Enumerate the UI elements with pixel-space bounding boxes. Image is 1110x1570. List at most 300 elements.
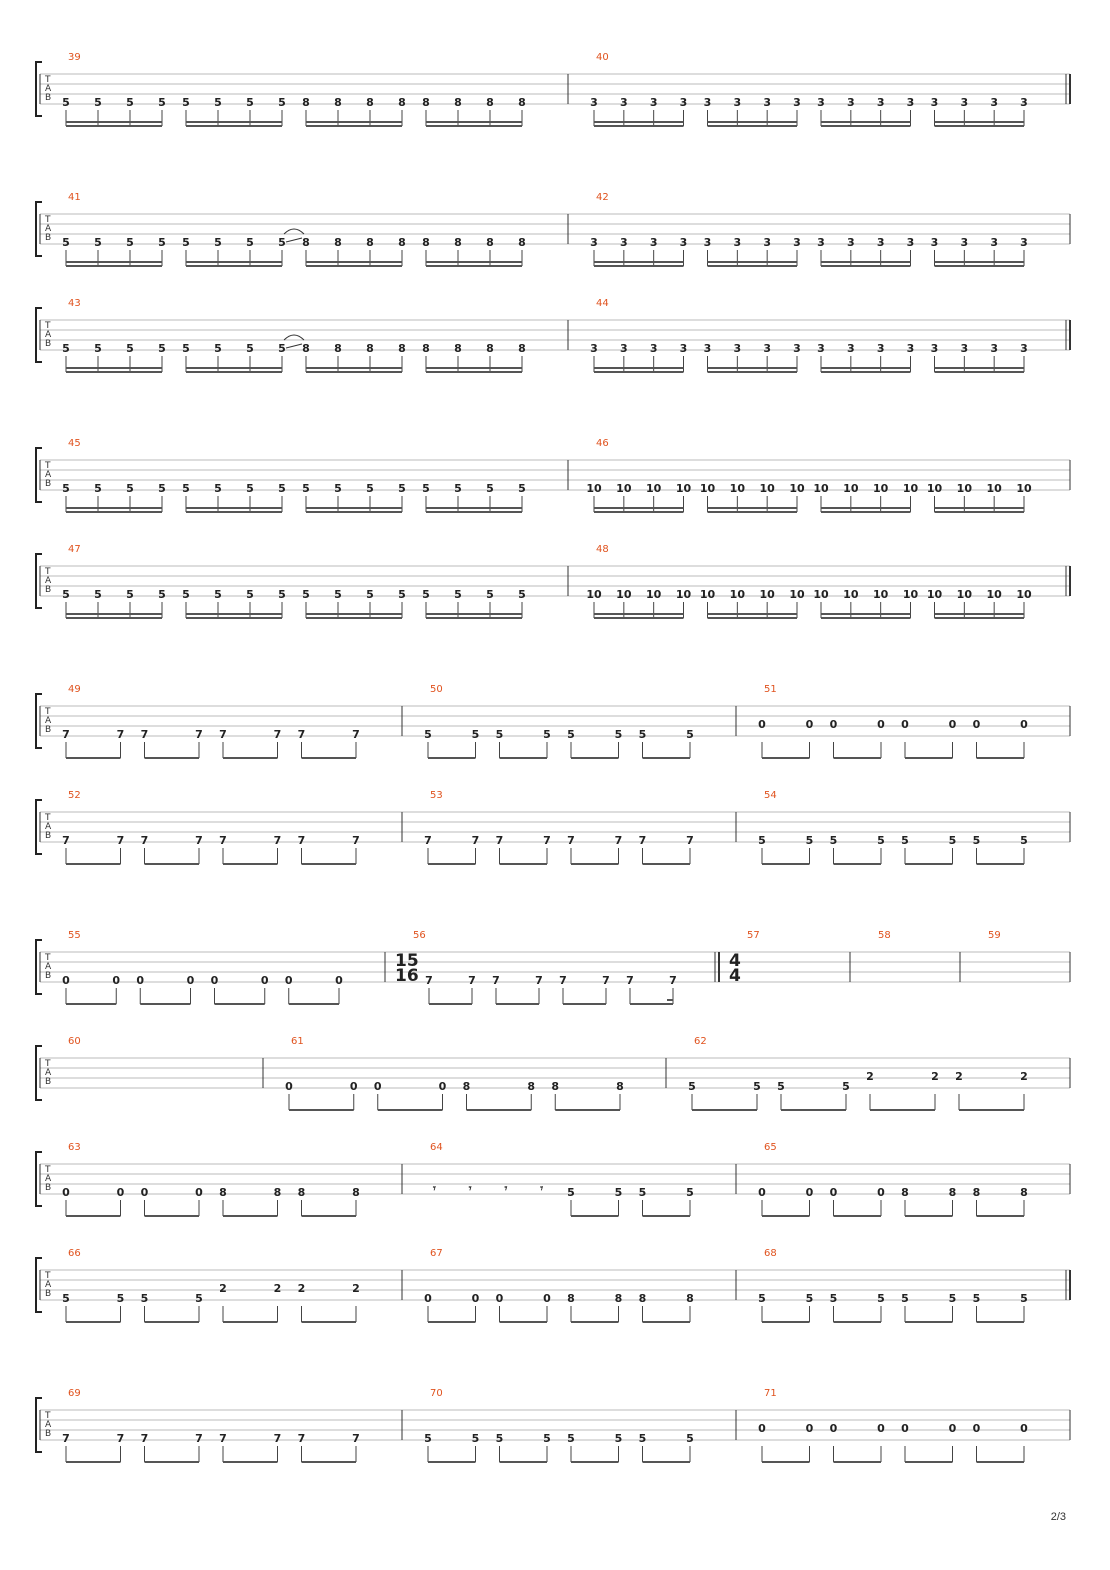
fret-number: 7 [62, 834, 70, 847]
system-bracket [36, 940, 42, 994]
tab-clef-letter: B [45, 1077, 52, 1087]
fret-number: 0 [543, 1292, 551, 1305]
fret-number: 7 [495, 834, 504, 847]
fret-number: 5 [424, 1432, 432, 1445]
fret-number: 3 [847, 96, 855, 109]
tab-system [36, 1388, 1070, 1462]
fret-number: 8 [518, 96, 526, 109]
fret-number: 8 [567, 1292, 575, 1305]
fret-number: 5 [278, 96, 286, 109]
fret-number: 10 [616, 482, 632, 495]
fret-number: 5 [278, 482, 286, 495]
fret-number: 10 [926, 482, 943, 495]
fret-number: 5 [94, 342, 102, 355]
fret-number: 5 [1020, 1292, 1028, 1305]
fret-number: 5 [486, 588, 494, 601]
fret-number: 3 [930, 342, 939, 355]
fret-number: 0 [349, 1080, 358, 1093]
fret-number: 5 [777, 1080, 785, 1093]
fret-number: 10 [902, 588, 919, 601]
tab-clef-letter: T [45, 707, 51, 717]
time-signature-bottom: 4 [729, 966, 741, 986]
fret-number: 7 [424, 834, 432, 847]
fret-number: 5 [278, 342, 286, 355]
fret-number: 5 [471, 728, 480, 741]
fret-number: 5 [62, 96, 70, 109]
tab-clef-letter: T [45, 1059, 51, 1069]
tab-clef-letter: B [45, 971, 52, 981]
fret-number: 0 [1020, 718, 1028, 731]
fret-number: 0 [877, 1422, 885, 1435]
tab-clef-letter: B [45, 1429, 52, 1439]
fret-number: 10 [873, 588, 889, 601]
measure-number: 56 [413, 930, 426, 941]
tab-system [36, 1248, 1070, 1322]
fret-number: 7 [140, 834, 149, 847]
fret-number: 8 [422, 236, 430, 249]
fret-number: 8 [901, 1186, 909, 1199]
fret-number: 5 [877, 1292, 885, 1305]
fret-number: 7 [273, 834, 282, 847]
slide-mark [286, 344, 302, 348]
fret-number: 3 [817, 342, 825, 355]
fret-number: 8 [551, 1080, 560, 1093]
fret-number: 3 [906, 236, 915, 249]
fret-number: 8 [334, 342, 342, 355]
tab-clef-letter: T [45, 1411, 51, 1421]
tab-system [36, 544, 1070, 618]
fret-number: 5 [686, 1432, 694, 1445]
tab-clef-letter: A [45, 224, 52, 234]
fret-number: 5 [246, 588, 254, 601]
time-signature-bottom: 16 [395, 966, 419, 986]
fret-number: 3 [649, 96, 658, 109]
fret-number: 0 [877, 1186, 885, 1199]
fret-number: 5 [829, 1292, 838, 1305]
fret-number: 5 [366, 482, 374, 495]
fret-number: 8 [398, 342, 406, 355]
tab-clef-letter: T [45, 321, 51, 331]
tab-clef-letter: T [45, 461, 51, 471]
fret-number: 3 [793, 236, 801, 249]
tab-clef-letter: A [45, 716, 52, 726]
measure-number: 40 [596, 52, 609, 63]
fret-number: 2 [297, 1282, 306, 1295]
fret-number: 0 [210, 974, 219, 987]
fret-number: 7 [140, 1432, 149, 1445]
fret-number: 5 [302, 588, 310, 601]
eighth-rest: 𝄾 [540, 1182, 544, 1195]
fret-number: 0 [972, 718, 981, 731]
fret-number: 5 [972, 1292, 981, 1305]
fret-number: 7 [559, 974, 567, 987]
fret-number: 5 [158, 342, 166, 355]
fret-number: 5 [518, 482, 526, 495]
measure-number: 55 [68, 930, 81, 941]
fret-number: 5 [686, 728, 694, 741]
fret-number: 7 [219, 1432, 227, 1445]
fret-number: 5 [62, 588, 70, 601]
fret-number: 5 [62, 236, 70, 249]
fret-number: 0 [829, 1422, 838, 1435]
fret-number: 3 [679, 342, 688, 355]
fret-number: 5 [182, 96, 190, 109]
fret-number: 5 [948, 1292, 957, 1305]
fret-number: 3 [960, 96, 969, 109]
fret-number: 10 [759, 588, 775, 601]
fret-number: 8 [302, 236, 310, 249]
system-bracket [36, 448, 42, 502]
fret-number: 5 [182, 236, 190, 249]
fret-number: 3 [960, 342, 969, 355]
fret-number: 2 [273, 1282, 282, 1295]
measure-number: 67 [430, 1248, 443, 1259]
fret-number: 3 [620, 96, 628, 109]
fret-number: 5 [214, 96, 222, 109]
fret-number: 0 [471, 1292, 480, 1305]
fret-number: 10 [986, 588, 1002, 601]
system-bracket [36, 1046, 42, 1100]
tab-clef-letter: A [45, 822, 52, 832]
fret-number: 5 [567, 1186, 575, 1199]
fret-number: 5 [638, 728, 647, 741]
fret-number: 5 [398, 588, 406, 601]
tab-clef-letter: B [45, 585, 52, 595]
measure-number: 68 [764, 1248, 777, 1259]
fret-number: 3 [990, 236, 998, 249]
fret-number: 0 [438, 1080, 447, 1093]
fret-number: 3 [793, 96, 801, 109]
tab-clef-letter: A [45, 962, 52, 972]
eighth-rest: 𝄾 [468, 1182, 472, 1195]
measure-number: 47 [68, 544, 81, 555]
fret-number: 5 [901, 834, 909, 847]
fret-number: 10 [729, 588, 745, 601]
fret-number: 0 [1020, 1422, 1028, 1435]
fret-number: 5 [543, 728, 551, 741]
fret-number: 3 [590, 342, 598, 355]
fret-number: 0 [495, 1292, 504, 1305]
fret-number: 0 [829, 718, 838, 731]
fret-number: 10 [675, 482, 692, 495]
fret-number: 0 [805, 718, 814, 731]
fret-number: 7 [297, 1432, 306, 1445]
fret-number: 7 [297, 834, 306, 847]
fret-number: 10 [1016, 482, 1032, 495]
tie-arc [284, 229, 304, 234]
fret-number: 10 [729, 482, 745, 495]
fret-number: 8 [297, 1186, 306, 1199]
measure-number: 54 [764, 790, 777, 801]
fret-number: 5 [158, 482, 166, 495]
fret-number: 3 [649, 236, 658, 249]
tab-clef-letter: B [45, 1183, 52, 1193]
measure-number: 57 [747, 930, 760, 941]
fret-number: 3 [763, 342, 771, 355]
fret-number: 5 [214, 342, 222, 355]
fret-number: 5 [158, 96, 166, 109]
fret-number: 0 [136, 974, 145, 987]
fret-number: 3 [817, 236, 825, 249]
fret-number: 8 [614, 1292, 623, 1305]
fret-number: 2 [352, 1282, 360, 1295]
fret-number: 3 [679, 96, 688, 109]
tie-arc [284, 335, 304, 340]
fret-number: 10 [759, 482, 775, 495]
fret-number: 5 [495, 1432, 504, 1445]
fret-number: 10 [675, 588, 692, 601]
fret-number: 10 [926, 588, 943, 601]
tab-system [36, 790, 1070, 864]
fret-number: 10 [813, 588, 829, 601]
fret-number: 3 [1020, 236, 1028, 249]
tab-clef-letter: B [45, 831, 52, 841]
fret-number: 7 [471, 834, 480, 847]
fret-number: 7 [273, 1432, 282, 1445]
fret-number: 8 [334, 236, 342, 249]
fret-number: 0 [284, 974, 293, 987]
fret-number: 7 [352, 728, 360, 741]
fret-number: 7 [626, 974, 634, 987]
fret-number: 0 [877, 718, 885, 731]
tab-system [36, 192, 1070, 266]
measure-number: 42 [596, 192, 609, 203]
tab-clef-letter: T [45, 75, 51, 85]
fret-number: 7 [116, 1432, 125, 1445]
measure-number: 39 [68, 52, 81, 63]
fret-number: 5 [246, 96, 254, 109]
fret-number: 5 [246, 236, 254, 249]
system-bracket [36, 554, 42, 608]
fret-number: 5 [94, 236, 102, 249]
fret-number: 8 [422, 342, 430, 355]
measure-number: 69 [68, 1388, 81, 1399]
tab-clef-letter: T [45, 953, 51, 963]
time-signature-top: 4 [729, 951, 741, 971]
fret-number: 3 [906, 342, 915, 355]
fret-number: 3 [1020, 342, 1028, 355]
fret-number: 7 [195, 728, 203, 741]
fret-number: 7 [116, 834, 125, 847]
fret-number: 7 [62, 728, 70, 741]
fret-number: 5 [758, 1292, 766, 1305]
eighth-rest: 𝄾 [504, 1182, 508, 1195]
fret-number: 8 [302, 96, 310, 109]
fret-number: 10 [986, 482, 1002, 495]
fret-number: 0 [758, 1186, 766, 1199]
fret-number: 8 [638, 1292, 647, 1305]
measure-number: 58 [878, 930, 891, 941]
fret-number: 3 [876, 96, 885, 109]
fret-number: 5 [972, 834, 981, 847]
fret-number: 3 [590, 236, 598, 249]
fret-number: 5 [126, 342, 134, 355]
fret-number: 0 [112, 974, 121, 987]
fret-number: 10 [646, 482, 662, 495]
measure-number: 59 [988, 930, 1001, 941]
tab-clef-letter: B [45, 233, 52, 243]
fret-number: 0 [972, 1422, 981, 1435]
fret-number: 3 [649, 342, 658, 355]
fret-number: 3 [960, 236, 969, 249]
fret-number: 2 [1020, 1070, 1028, 1083]
fret-number: 8 [486, 342, 494, 355]
fret-number: 5 [454, 588, 462, 601]
fret-number: 5 [471, 1432, 480, 1445]
fret-number: 7 [567, 834, 575, 847]
system-bracket [36, 694, 42, 748]
fret-number: 8 [972, 1186, 981, 1199]
fret-number: 3 [679, 236, 688, 249]
fret-number: 8 [686, 1292, 694, 1305]
fret-number: 7 [686, 834, 694, 847]
fret-number: 5 [334, 482, 342, 495]
fret-number: 8 [454, 342, 462, 355]
fret-number: 0 [758, 718, 766, 731]
fret-number: 0 [901, 1422, 909, 1435]
measure-number: 43 [68, 298, 81, 309]
fret-number: 5 [398, 482, 406, 495]
tab-clef-letter: T [45, 1271, 51, 1281]
fret-number: 2 [955, 1070, 963, 1083]
fret-number: 2 [931, 1070, 939, 1083]
fret-number: 5 [182, 482, 190, 495]
fret-number: 0 [186, 974, 195, 987]
system-bracket [36, 1258, 42, 1312]
fret-number: 5 [638, 1432, 647, 1445]
fret-number: 7 [219, 834, 227, 847]
fret-number: 5 [567, 728, 575, 741]
fret-number: 0 [116, 1186, 125, 1199]
fret-number: 10 [789, 482, 805, 495]
fret-number: 0 [335, 974, 343, 987]
fret-number: 7 [614, 834, 623, 847]
tab-system [36, 1142, 1070, 1216]
fret-number: 0 [805, 1422, 814, 1435]
tab-clef-letter: B [45, 725, 52, 735]
fret-number: 5 [901, 1292, 909, 1305]
measure-number: 45 [68, 438, 81, 449]
system-bracket [36, 308, 42, 362]
tab-clef-letter: A [45, 470, 52, 480]
fret-number: 5 [614, 1186, 623, 1199]
system-bracket [36, 800, 42, 854]
fret-number: 5 [278, 236, 286, 249]
fret-number: 7 [602, 974, 610, 987]
fret-number: 7 [219, 728, 227, 741]
measure-number: 71 [764, 1388, 777, 1399]
fret-number: 7 [195, 1432, 203, 1445]
fret-number: 5 [877, 834, 885, 847]
measure-number: 49 [68, 684, 81, 695]
fret-number: 10 [616, 588, 632, 601]
fret-number: 0 [373, 1080, 382, 1093]
fret-number: 8 [422, 96, 430, 109]
measure-number: 50 [430, 684, 443, 695]
fret-number: 3 [906, 96, 915, 109]
fret-number: 3 [876, 236, 885, 249]
fret-number: 7 [535, 974, 543, 987]
tab-clef-letter: T [45, 813, 51, 823]
fret-number: 10 [646, 588, 662, 601]
tab-clef-letter: A [45, 1280, 52, 1290]
fret-number: 3 [930, 96, 939, 109]
measure-number: 61 [291, 1036, 304, 1047]
fret-number: 5 [94, 588, 102, 601]
measure-number: 64 [430, 1142, 443, 1153]
fret-number: 5 [638, 1186, 647, 1199]
fret-number: 0 [285, 1080, 293, 1093]
measure-number: 66 [68, 1248, 81, 1259]
fret-number: 5 [454, 482, 462, 495]
measure-number: 60 [68, 1036, 81, 1047]
fret-number: 5 [62, 342, 70, 355]
fret-number: 7 [195, 834, 203, 847]
fret-number: 8 [1020, 1186, 1028, 1199]
fret-number: 10 [902, 482, 919, 495]
fret-number: 8 [527, 1080, 536, 1093]
fret-number: 7 [140, 728, 149, 741]
fret-number: 0 [948, 1422, 957, 1435]
fret-number: 5 [518, 588, 526, 601]
fret-number: 5 [486, 482, 494, 495]
page-number: 2/3 [1050, 1511, 1066, 1523]
fret-number: 5 [278, 588, 286, 601]
fret-number: 5 [214, 588, 222, 601]
fret-number: 10 [699, 588, 716, 601]
system-bracket [36, 1398, 42, 1452]
tab-clef-letter: B [45, 479, 52, 489]
fret-number: 3 [763, 236, 771, 249]
fret-number: 8 [352, 1186, 360, 1199]
measure-number: 63 [68, 1142, 81, 1153]
fret-number: 5 [758, 834, 766, 847]
fret-number: 5 [686, 1186, 694, 1199]
tab-clef-letter: T [45, 215, 51, 225]
fret-number: 3 [1020, 96, 1028, 109]
fret-number: 10 [956, 482, 972, 495]
fret-number: 5 [948, 834, 957, 847]
fret-number: 10 [843, 588, 859, 601]
fret-number: 7 [492, 974, 500, 987]
fret-number: 3 [876, 342, 885, 355]
slide-mark [286, 238, 302, 242]
fret-number: 5 [246, 342, 254, 355]
fret-number: 5 [195, 1292, 203, 1305]
measure-number: 41 [68, 192, 81, 203]
fret-number: 5 [158, 236, 166, 249]
fret-number: 5 [614, 1432, 623, 1445]
tab-system [36, 298, 1070, 372]
fret-number: 5 [182, 342, 190, 355]
fret-number: 10 [956, 588, 972, 601]
fret-number: 10 [873, 482, 889, 495]
fret-number: 5 [94, 482, 102, 495]
fret-number: 10 [813, 482, 829, 495]
fret-number: 7 [638, 834, 647, 847]
fret-number: 7 [297, 728, 306, 741]
eighth-rest: 𝄾 [432, 1182, 436, 1195]
fret-number: 8 [302, 342, 310, 355]
tab-clef-letter: A [45, 1068, 52, 1078]
fret-number: 7 [352, 834, 360, 847]
measure-number: 62 [694, 1036, 707, 1047]
measure-number: 51 [764, 684, 777, 695]
fret-number: 8 [616, 1080, 624, 1093]
fret-number: 5 [214, 236, 222, 249]
fret-number: 5 [805, 834, 814, 847]
tab-system [36, 684, 1070, 758]
